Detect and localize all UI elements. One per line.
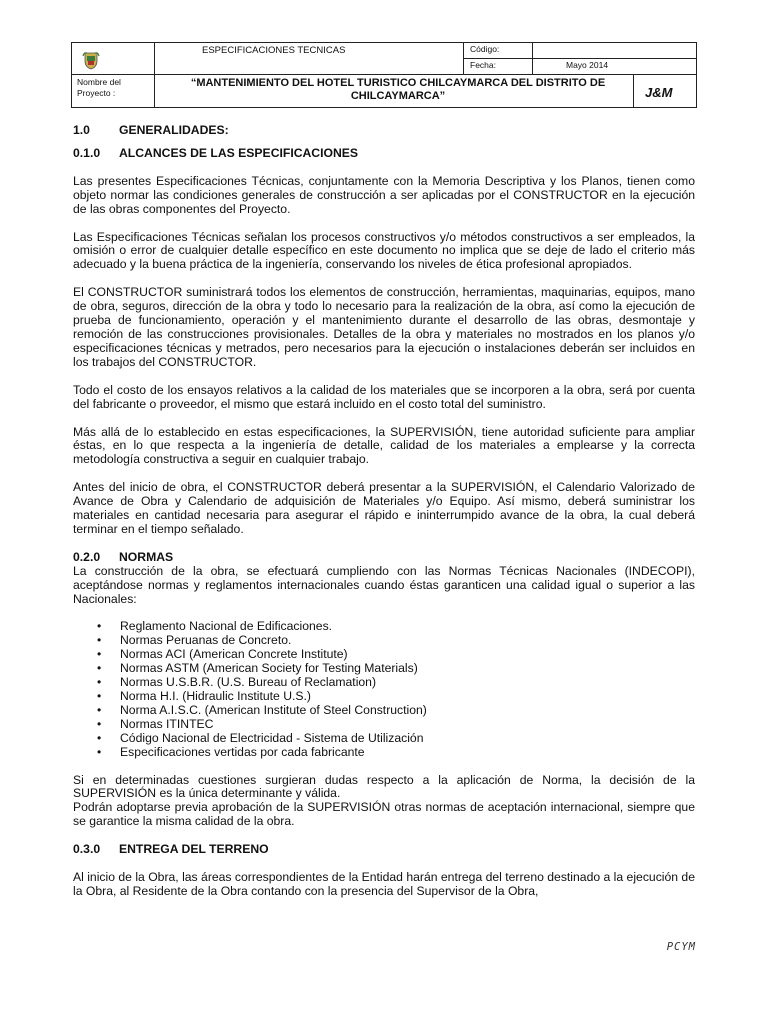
section-heading: 0.2.0 NORMAS — [73, 549, 174, 564]
paragraph: Las presentes Especificaciones Técnicas, conjuntamente con la Memoria Descriptiva y los Planos, tienen como objeto normar las condiciones generales de construcción a ser aplicadas por el CONSTRUCTOR en la ejecución de las obras componentes del Proyecto. — [73, 173, 695, 216]
paragraph: Más allá de lo establecido en estas especificaciones, la SUPERVISIÓN, tiene autoridad suficiente para ampliar éstas, en lo que respecta a la ingeniería de detalle, calidad de los materiales a emplearse y la correcta metodología constructiva a seguir en cualquier trabajo. — [73, 424, 695, 467]
fecha-value: Mayo 2014 — [566, 60, 609, 70]
divider — [154, 43, 155, 107]
paragraph: Podrán adoptarse previa aprobación de la SUPERVISIÓN otras normas de aceptación internacional, siempre que se garantice la misma calidad de la obra. — [73, 800, 695, 829]
list-item: • Reglamento Nacional de Edificaciones. — [73, 620, 695, 634]
spec-title: ESPECIFICACIONES TECNICAS — [202, 45, 346, 56]
paragraph: Todo el costo de los ensayos relativos a la calidad de los materiales que se incorporen a la obra, será por cuenta del fabricante o proveedor, el mismo que estará incluido en el costo total del suministro. — [73, 382, 695, 411]
project-title: “MANTENIMIENTO DEL HOTEL TURISTICO CHILCAYMARCA DEL DISTRITO DE CHILCAYMARCA” — [190, 77, 606, 102]
fecha-label: Fecha: — [470, 60, 496, 70]
divider — [463, 58, 696, 59]
brand-logo: J&M — [645, 85, 673, 100]
project-name-label: Nombre del Proyecto : — [77, 77, 121, 98]
divider — [72, 74, 696, 75]
header-table — [71, 42, 697, 108]
section-heading: 0.3.0 ENTREGA DEL TERRENO — [73, 842, 269, 857]
section-heading: 1.0 GENERALIDADES: — [73, 123, 229, 137]
list-item: • Especificaciones vertidas por cada fabricante — [73, 746, 695, 760]
document-body — [73, 124, 695, 899]
list-item: • Normas ASTM (American Society for Testing Materials) — [73, 662, 695, 676]
divider — [633, 74, 634, 107]
list-item: • Normas ACI (American Concrete Institute) — [73, 648, 695, 662]
paragraph: Al inicio de la Obra, las áreas correspondientes de la Entidad harán entrega del terreno destinado a la ejecución de la Obra, al Residente de la Obra contando con la presencia del Supervisor de la Obra, — [73, 870, 695, 898]
paragraph: Antes del inicio de obra, el CONSTRUCTOR deberá presentar a la SUPERVISIÓN, el Calendario Valorizado de Avance de Obra y Calendario de adquisición de Materiales y/o Equipo. Así mismo, deberá suministrar los materiales en cantidad necesaria para asegurar el rápido e ininterrumpido avance de la obra, la cual deberá terminar en el tiempo señalado. — [73, 480, 695, 536]
list-item: • Normas Peruanas de Concreto. — [73, 634, 695, 648]
footer-mark: PCYM — [666, 941, 696, 953]
codigo-label: Código: — [470, 44, 500, 54]
section-heading: 0.1.0 ALCANCES DE LAS ESPECIFICACIONES — [73, 145, 359, 160]
crest-icon — [82, 50, 100, 70]
norms-list — [73, 620, 695, 759]
list-item: • Normas U.S.B.R. (U.S. Bureau of Reclamation) — [73, 676, 695, 690]
paragraph: Si en determinadas cuestiones surgieran dudas respecto a la aplicación de Norma, la decisión de la SUPERVISIÓN es la única determinante y válida. — [73, 772, 695, 801]
paragraph: Las Especificaciones Técnicas señalan los procesos constructivos y/o métodos constructivos a ser empleados, la omisión o error de cualquier detalle específico en este documento no implica que se deje de lado el criterio más adecuado y la buena práctica de la ingeniería, conservando los niveles de ética profesional apropiados. — [73, 229, 695, 272]
list-item: • Normas ITINTEC — [73, 718, 695, 732]
paragraph: El CONSTRUCTOR suministrará todos los elementos de construcción, herramientas, maquinarias, equipos, mano de obra, seguros, dirección de la obra y todo lo necesario para la realización de la obra, así como la ejecución de prueba de funcionamiento, operación y el mantenimiento durante el desarrollo de las obras, desmontaje y remoción de las construcciones provisionales. Detalles de la obra y materiales no mostrados en los planos y/o especificaciones técnicas y metrados, pero necesarios para la ejecución o instalaciones deberán ser incluidos en los trabajos del CONSTRUCTOR. — [73, 285, 695, 369]
list-item: • Norma H.I. (Hidraulic Institute U.S.) — [73, 690, 695, 704]
list-item: • Norma A.I.S.C. (American Institute of Steel Construction) — [73, 704, 695, 718]
list-item: • Código Nacional de Electricidad - Sistema de Utilización — [73, 732, 695, 746]
paragraph: La construcción de la obra, se efectuará cumpliendo con las Normas Técnicas Nacionales (INDECOPI), aceptándose normas y reglamentos internacionales cuando éstas garanticen una calidad igual o superior a las Nacionales: — [73, 563, 695, 606]
